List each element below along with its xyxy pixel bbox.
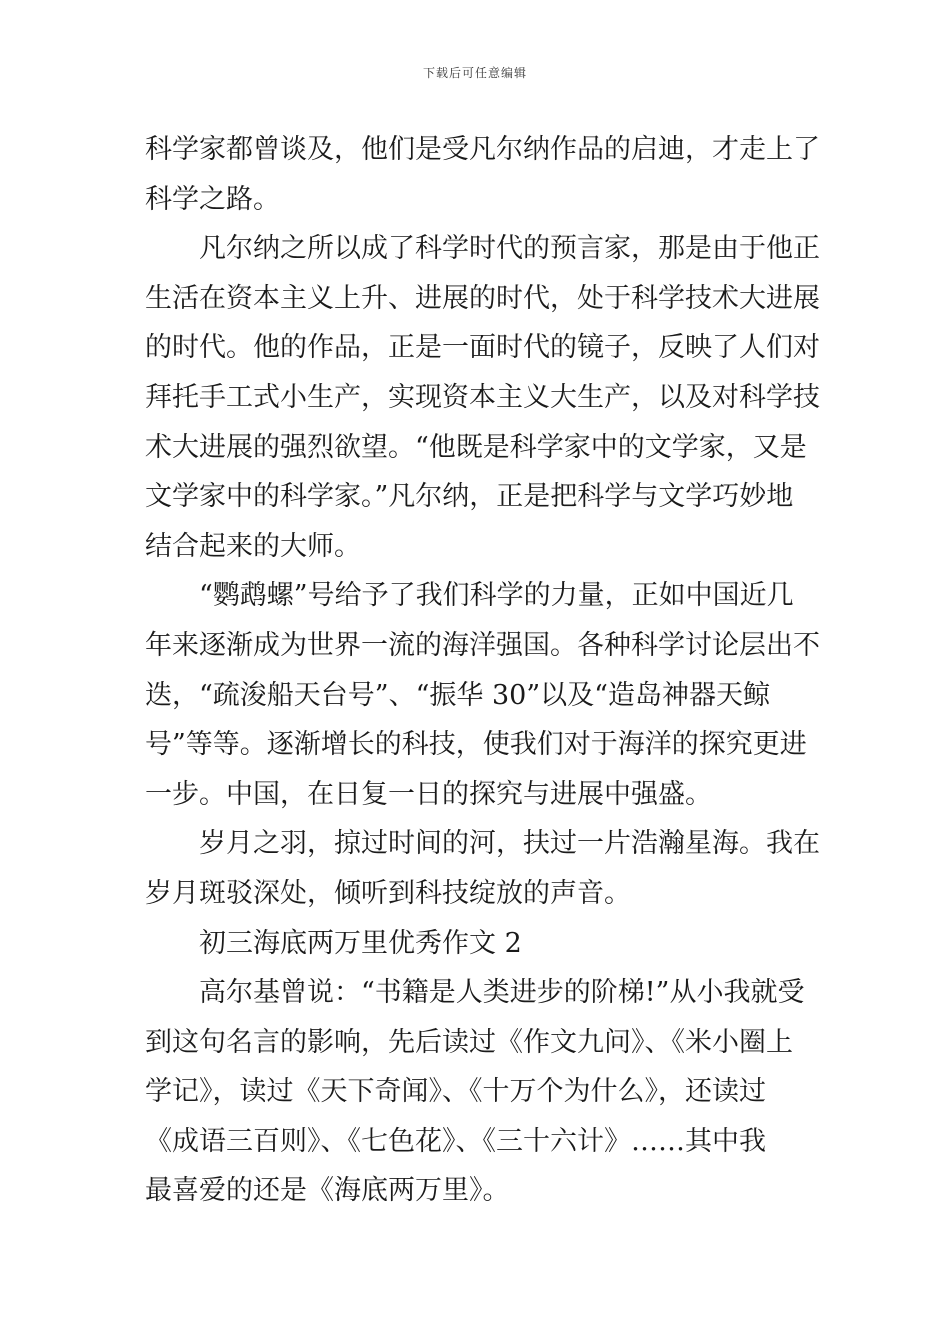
- section-heading: 初三海底两万里优秀作文 2: [199, 927, 522, 959]
- text-line: 号”等等。逐渐增长的科技，使我们对于海洋的探究更进: [145, 729, 807, 761]
- text-line: 学记》，读过《天下奇闻》、《十万个为什么》，还读过: [145, 1076, 766, 1108]
- text-line: 科学之路。: [145, 183, 280, 215]
- text-line: 高尔基曾说：“书籍是人类进步的阶梯!”从小我就受: [199, 977, 805, 1009]
- text-line: 拜托手工式小生产，实现资本主义大生产，以及对科学技: [145, 381, 820, 413]
- text-line: 结合起来的大师。: [145, 530, 361, 562]
- page-header-note: 下载后可任意编辑: [422, 66, 527, 80]
- text-line: “鹦鹉螺”号给予了我们科学的力量，正如中国近几: [199, 580, 794, 612]
- text-line: 的时代。他的作品，正是一面时代的镜子，反映了人们对: [145, 332, 820, 364]
- text-line: 最喜爱的还是《海底两万里》。: [145, 1175, 510, 1207]
- text-line: 科学家都曾谈及，他们是受凡尔纳作品的启迪，才走上了: [145, 134, 820, 165]
- text-line: 岁月之羽，掠过时间的河，扶过一片浩瀚星海。我在: [199, 828, 820, 860]
- text-line: 岁月斑驳深处，倾听到科技绽放的声音。: [145, 877, 631, 909]
- text-line: 迭，“疏浚船天台号”、“振华 30”以及“造岛神器天鲸: [145, 679, 770, 711]
- text-line: 术大进展的强烈欲望。“他既是科学家中的文学家，又是: [145, 431, 807, 463]
- text-line: 文学家中的科学家。”凡尔纳，正是把科学与文学巧妙地: [145, 481, 794, 513]
- document-body: [145, 125, 820, 1216]
- text-line: 年来逐渐成为世界一流的海洋强国。各种科学讨论层出不: [145, 629, 820, 661]
- text-line: 凡尔纳之所以成了科学时代的预言家，那是由于他正: [199, 233, 820, 265]
- text-line: 《成语三百则》、《七色花》、《三十六计》……其中我: [145, 1125, 766, 1157]
- text-line: 生活在资本主义上升、进展的时代，处于科学技术大进展: [145, 282, 820, 314]
- text-line: 一步。中国，在日复一日的探究与进展中强盛。: [145, 778, 712, 810]
- text-line: 到这句名言的影响，先后读过《作文九问》、《米小圈上: [145, 1026, 793, 1058]
